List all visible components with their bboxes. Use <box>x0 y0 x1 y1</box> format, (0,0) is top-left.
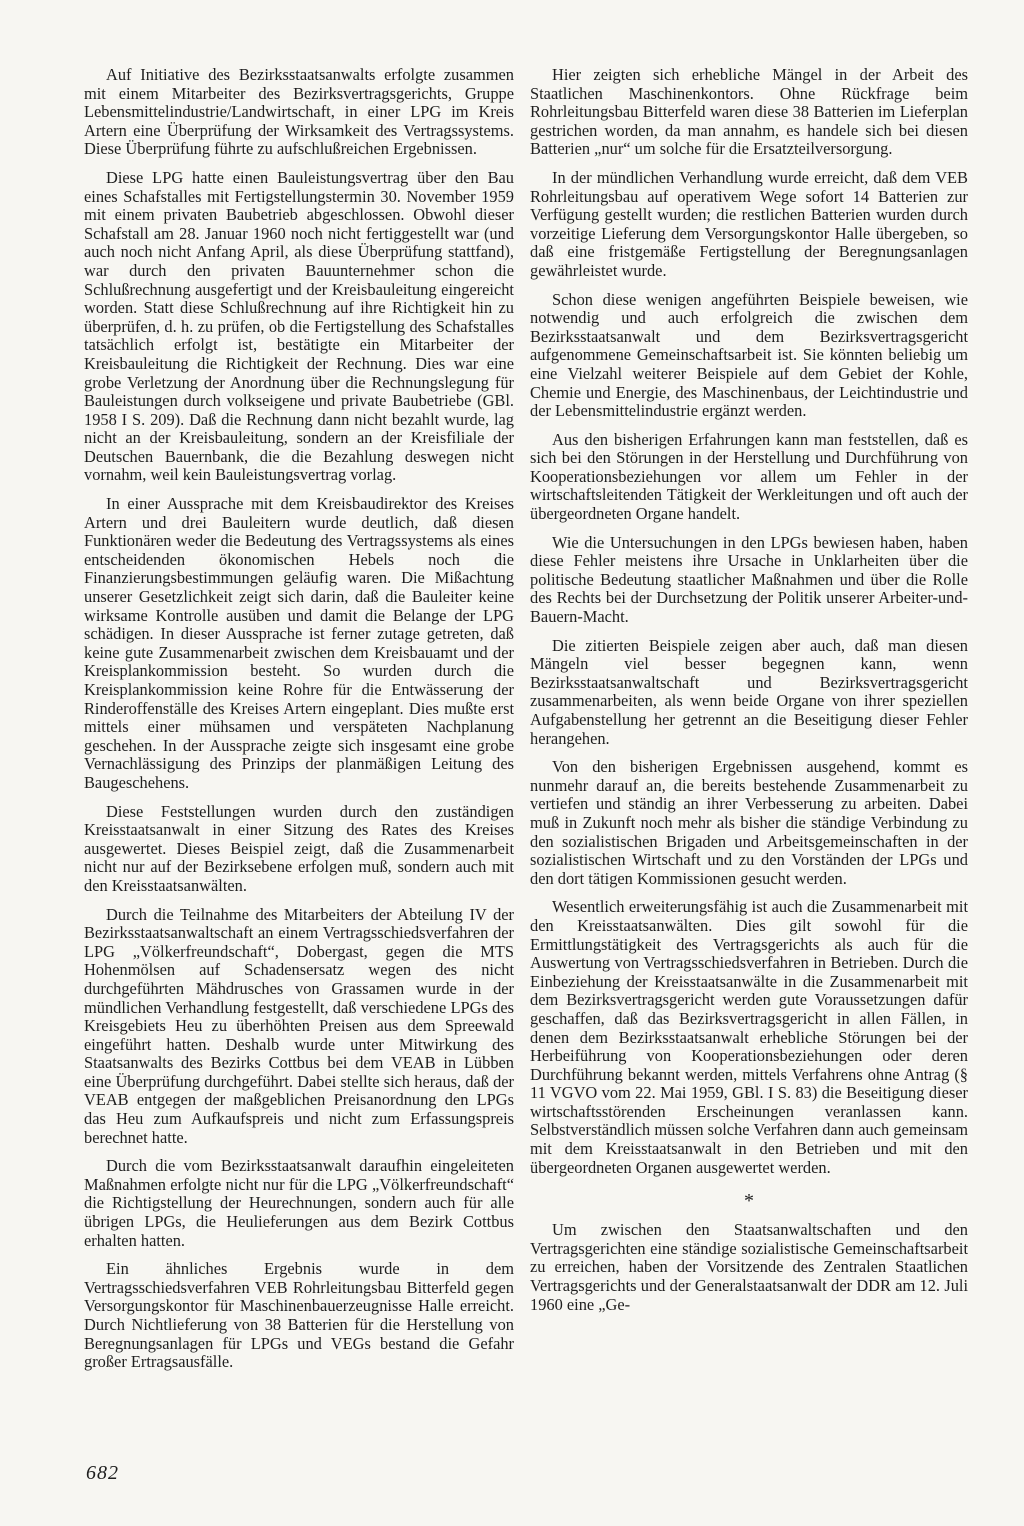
right-column <box>530 66 968 1324</box>
paragraph: Diese LPG hatte einen Bauleistungsvertrag über den Bau eines Schafstalles mit Fertigstellungstermin 30. November 1959 mit einem privaten Baubetrieb abgeschlossen. Obwohl dieser Schafstall am 28. Januar 1960 noch nicht fertiggestellt war (und auch noch nicht Anfang April, als diese Überprüfung stattfand), war durch den privaten Bauunternehmer schon die Schlußrechnung ausgefertigt und der Kreisbauleitung eingereicht worden. Statt diese Schlußrechnung auf ihre Richtigkeit hin zu überprüfen, d. h. zu prüfen, ob die Fertigstellung des Schafstalles tatsächlich erfolgt ist, bestätigte ein Mitarbeiter der Kreisbauleitung die Richtigkeit der Rechnung. Dies war eine grobe Verletzung der Anordnung über die Rechnungslegung für Bauleistungen durch volkseigene und private Baubetriebe (GBl. 1958 I S. 209). Daß die Rechnung dann nicht bezahlt wurde, lag nicht an der Kreisbauleitung, sondern an der Kreisfiliale der Deutschen Bauernbank, die die Bezahlung deswegen nicht vornahm, weil kein Bauleistungsvertrag vorlag. <box>84 167 514 485</box>
section-separator: * <box>744 1190 754 1213</box>
closing-paragraph: Um zwischen den Staatsanwaltschaften und den Vertragsgerichten eine ständige sozialistische Gemeinschaftsarbeit zu erreichen, haben der Vorsitzende des Zentralen Staatlichen Vertragsgerichts und der Generalstaatsanwalt der DDR am 12. Juli 1960 eine „Ge- <box>530 1220 968 1314</box>
left-column <box>84 66 514 1382</box>
page-number: 682 <box>86 1462 119 1484</box>
paragraph: Auf Initiative des Bezirksstaatsanwalts erfolgte zusammen mit einem Mitarbeiter des Bezirksvertragsgerichts, Gruppe Lebensmittelindustrie/Landwirtschaft, in einer LPG im Kreis Artern eine Überprüfung der Wirksamkeit des Vertragssystems. Diese Überprüfung führte zu aufschlußreichen Ergebnissen. <box>84 65 514 159</box>
paragraph: Durch die vom Bezirksstaatsanwalt daraufhin eingeleiteten Maßnahmen erfolgte nicht nur für die LPG „Völkerfreundschaft“ die Richtigstellung der Heurechnungen, sondern auch für alle übrigen LPGs, die Heulieferungen aus dem Bezirk Cottbus erhalten hatten. <box>84 1156 514 1250</box>
paragraph: Von den bisherigen Ergebnissen ausgehend, kommt es nunmehr darauf an, die bereits bestehende Zusammenarbeit zu vertiefen und ständig an ihrer Verbesserung zu arbeiten. Dabei muß in Zukunft noch mehr als bisher die ständige Verbindung zu den sozialistischen Brigaden und Arbeitsgemeinschaften in der sozialistischen Wirtschaft und zu den Vorständen der LPGs und den dort tätigen Kommissionen gesucht werden. <box>530 757 968 888</box>
paragraph: In der mündlichen Verhandlung wurde erreicht, daß dem VEB Rohrleitungsbau auf operativem Wege sofort 14 Batterien zur Verfügung gestellt wurden; die restlichen Batterien wurden durch vorzeitige Lieferung dem Versorgungskontor Halle übergeben, so daß eine fristgemäße Fertigstellung der Beregnungsanlagen gewährleistet wurde. <box>530 167 968 280</box>
paragraph: Diese Feststellungen wurden durch den zuständigen Kreisstaatsanwalt in einer Sitzung des Rates des Kreises ausgewertet. Dieses Beispiel zeigt, daß die Zusammenarbeit nicht nur auf der Bezirksebene erfolgen muß, sondern auch mit den Kreisstaatsanwälten. <box>84 801 514 895</box>
paragraph: Schon diese wenigen angeführten Beispiele beweisen, wie notwendig und auch erfolgreich die zwischen dem Bezirksstaatsanwalt und dem Bezirksvertragsgericht aufgenommene Gemeinschaftsarbeit ist. Sie könnten beliebig um eine Vielzahl weiterer Beispiele auf dem Gebiet der Kohle, Chemie und Energie, des Maschinenbaus, der Leichtindustrie und der Lebensmittelindustrie ergänzt werden. <box>530 289 968 421</box>
paragraph: Die zitierten Beispiele zeigen aber auch, daß man diesen Mängeln viel besser begegnen kann, wenn Bezirksstaatsanwaltschaft und Bezirksvertragsgericht zusammenarbeiten, als wenn beide Organe von ihrer speziellen Aufgabenstellung her getrennt an die Beseitigung dieser Fehler herangehen. <box>530 635 968 748</box>
paragraph: Ein ähnliches Ergebnis wurde in dem Vertragsschiedsverfahren VEB Rohrleitungsbau Bitterfeld gegen Versorgungskontor für Maschinenbauerzeugnisse Halle erreicht. Durch Nichtlieferung von 38 Batterien für die Herstellung von Beregnungsanlagen für LPGs und VEGs bestand die Gefahr großer Ertragsausfälle. <box>84 1259 514 1372</box>
paragraph: In einer Aussprache mit dem Kreisbaudirektor des Kreises Artern und drei Bauleitern wurde deutlich, daß diesen Funktionären weder die Bedeutung des Vertragssystems als eines entscheidenden ökonomischen Hebels noch die Finanzierungsbestimmungen geläufig waren. Die Mißachtung unserer Gesetzlichkeit zeigt sich darin, daß die Bauleiter keine wirksame Kontrolle ausüben und damit die Belange der LPG schädigen. In dieser Aussprache ist ferner zutage getreten, daß keine gute Zusammenarbeit zwischen dem Kreisbauamt und der Kreisplankommission besteht. So wurden durch die Kreisplankommission keine Rohre für die Entwässerung der Rinderoffenställe des Kreises Artern eingeplant. Dies mußte erst mittels einer mühsamen und verspäteten Nachplanung geschehen. In der Aussprache zeigte sich insgesamt eine grobe Vernachlässigung des Prinzips der planmäßigen Leitung des Baugeschehens. <box>84 494 514 792</box>
paragraph: Durch die Teilnahme des Mitarbeiters der Abteilung IV der Bezirksstaatsanwaltschaft an einem Vertragsschiedsverfahren der LPG „Völkerfreundschaft“, Dobergast, gegen die MTS Hohenmölsen auf Schadensersatz wegen des nicht durchgeführten Mähdrusches von Grassamen wurde in der mündlichen Verhandlung festgestellt, daß verschiedene LPGs des Kreisgebiets Heu zu überhöhten Preisen aus dem Spreewald eingeführt hatten. Deshalb wurde unter Mitwirkung des Staatsanwalts des Bezirks Cottbus bei dem VEAB in Lübben eine Überprüfung durchgeführt. Dabei stellte sich heraus, daß der VEAB entgegen der maßgeblichen Preisanordnung den LPGs das Heu zum Aufkaufspreis und nicht zum Erfassungspreis berechnet hatte. <box>84 904 514 1147</box>
paragraph: Wesentlich erweiterungsfähig ist auch die Zusammenarbeit mit den Kreisstaatsanwälten. Dies gilt sowohl für die Ermittlungstätigkeit des Vertragsgerichts als auch für die Auswertung von Vertragsschiedsverfahren in Betrieben. Durch die Einbeziehung der Kreisstaatsanwälte in die Zusammenarbeit mit dem Bezirksvertragsgericht werden gute Voraussetzungen dafür geschaffen, daß das Bezirksvertragsgericht in allen Fällen, in denen dem Bezirksstaatsanwalt erhebliche Störungen bei der Herbeiführung von Kooperationsbeziehungen oder deren Durchführung bekannt werden, mittels Verfahrens ohne Antrag (§ 11 VGVO vom 22. Mai 1959, GBl. I S. 83) die Beseitigung dieser wirtschaftsstörenden Erscheinungen veranlassen kann. Selbstverständlich müssen solche Verfahren dann auch gemeinsam mit dem Kreisstaatsanwalt in den Betrieben und mit den übergeordneten Organen ausgewertet werden. <box>530 897 968 1177</box>
paragraph: Aus den bisherigen Erfahrungen kann man feststellen, daß es sich bei den Störungen in der Herstellung und Durchführung von Kooperationsbeziehungen vor allem um Fehler in der wirtschaftsleitenden Tätigkeit der Werkleitungen und oft auch der übergeordneten Organe handelt. <box>530 429 968 524</box>
paragraph: Hier zeigten sich erhebliche Mängel in der Arbeit des Staatlichen Maschinenkontors. Ohne Rückfrage beim Rohrleitungsbau Bitterfeld waren diese 38 Batterien im Lieferplan gestrichen worden, da man annahm, es handele sich bei diesen Batterien „nur“ um solche für die Ersatzteilversorgung. <box>530 65 968 159</box>
paragraph: Wie die Untersuchungen in den LPGs bewiesen haben, haben diese Fehler meistens ihre Ursache in Unklarheiten über die politische Bedeutung staatlicher Maßnahmen und über die Rolle des Rechts bei der Durchsetzung der Politik unserer Arbeiter-und-Bauern-Macht. <box>530 532 968 627</box>
